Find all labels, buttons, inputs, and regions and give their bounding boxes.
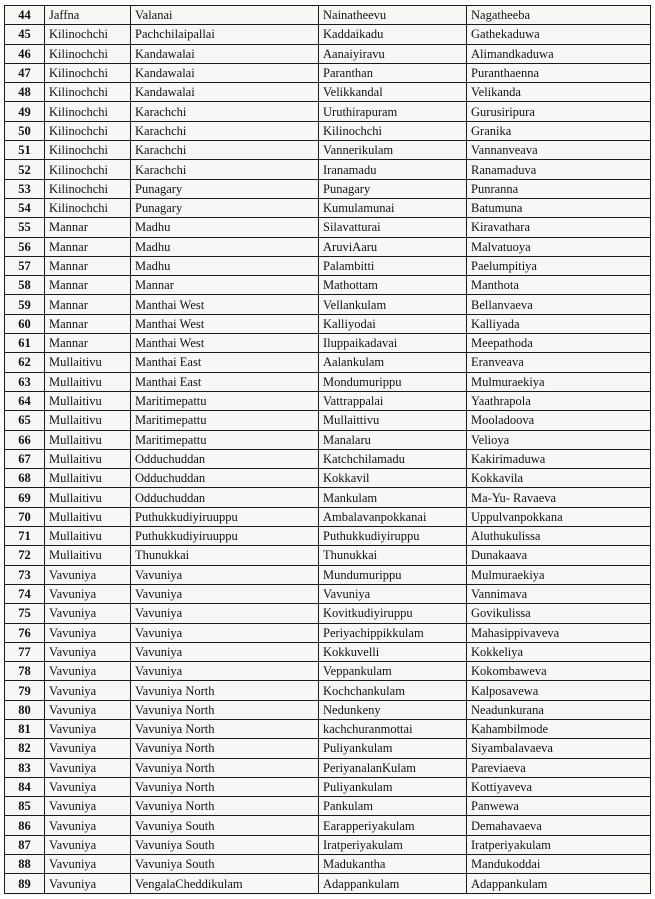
sinhala-name-cell: Govikulissa (467, 604, 651, 623)
tamil-name-cell: Earapperiyakulam (319, 816, 467, 835)
row-number: 58 (5, 276, 45, 295)
table-row (5, 6, 651, 25)
district-cell: Jaffna (45, 6, 131, 25)
district-cell: Vavuniya (45, 584, 131, 603)
row-number: 61 (5, 334, 45, 353)
sinhala-name-cell: Ranamaduva (467, 160, 651, 179)
row-number: 50 (5, 121, 45, 140)
district-cell: Vavuniya (45, 797, 131, 816)
district-cell: Mannar (45, 218, 131, 237)
district-cell: Mannar (45, 237, 131, 256)
division-cell: Manthai East (131, 353, 319, 372)
tamil-name-cell: Nainatheevu (319, 6, 467, 25)
table-row (5, 835, 651, 854)
row-number: 85 (5, 797, 45, 816)
district-cell: Mannar (45, 276, 131, 295)
division-cell: Manthai East (131, 372, 319, 391)
tamil-name-cell: Iratperiyakulam (319, 835, 467, 854)
district-cell: Kilinochchi (45, 160, 131, 179)
division-cell: Vavuniya North (131, 797, 319, 816)
tamil-name-cell: Silavatturai (319, 218, 467, 237)
sinhala-name-cell: Velioya (467, 430, 651, 449)
document-page (4, 5, 650, 895)
table-row (5, 391, 651, 410)
division-cell: Punagary (131, 179, 319, 198)
sinhala-name-cell: Paelumpitiya (467, 256, 651, 275)
row-number: 72 (5, 546, 45, 565)
table-row (5, 681, 651, 700)
sinhala-name-cell: Uppulvanpokkana (467, 507, 651, 526)
sinhala-name-cell: Kahambilmode (467, 719, 651, 738)
district-cell: Vavuniya (45, 604, 131, 623)
table-row (5, 874, 651, 893)
table-row (5, 604, 651, 623)
sinhala-name-cell: Mooladoova (467, 411, 651, 430)
district-cell: Vavuniya (45, 816, 131, 835)
tamil-name-cell: Periyachippikkulam (319, 623, 467, 642)
tamil-name-cell: Mundumurippu (319, 565, 467, 584)
division-cell: Vavuniya (131, 604, 319, 623)
tamil-name-cell: Velikkandal (319, 83, 467, 102)
table-row (5, 584, 651, 603)
tamil-name-cell: Uruthirapuram (319, 102, 467, 121)
sinhala-name-cell: Punranna (467, 179, 651, 198)
row-number: 83 (5, 758, 45, 777)
sinhala-name-cell: Vannimava (467, 584, 651, 603)
sinhala-name-cell: Meepathoda (467, 334, 651, 353)
division-cell: Valanai (131, 6, 319, 25)
tamil-name-cell: Vellankulam (319, 295, 467, 314)
division-cell: Vavuniya (131, 662, 319, 681)
district-cell: Mullaitivu (45, 449, 131, 468)
sinhala-name-cell: Batumuna (467, 198, 651, 217)
sinhala-name-cell: Mahasippivaveva (467, 623, 651, 642)
division-cell: Vavuniya (131, 623, 319, 642)
table-row (5, 700, 651, 719)
district-cell: Mullaitivu (45, 353, 131, 372)
row-number: 86 (5, 816, 45, 835)
table-row (5, 739, 651, 758)
district-cell: Kilinochchi (45, 141, 131, 160)
table-row (5, 83, 651, 102)
table-row (5, 507, 651, 526)
village-name-table (4, 5, 651, 894)
division-cell: Manthai West (131, 334, 319, 353)
row-number: 63 (5, 372, 45, 391)
table-row (5, 449, 651, 468)
division-cell: VengalaCheddikulam (131, 874, 319, 893)
sinhala-name-cell: Demahavaeva (467, 816, 651, 835)
district-cell: Vavuniya (45, 758, 131, 777)
row-number: 69 (5, 488, 45, 507)
tamil-name-cell: Manalaru (319, 430, 467, 449)
division-cell: Puthukkudiyiruuppu (131, 527, 319, 546)
table-row (5, 44, 651, 63)
row-number: 66 (5, 430, 45, 449)
division-cell: Kandawalai (131, 83, 319, 102)
row-number: 76 (5, 623, 45, 642)
district-cell: Kilinochchi (45, 63, 131, 82)
tamil-name-cell: PeriyanalanKulam (319, 758, 467, 777)
row-number: 52 (5, 160, 45, 179)
division-cell: Odduchuddan (131, 449, 319, 468)
district-cell: Mullaitivu (45, 469, 131, 488)
row-number: 78 (5, 662, 45, 681)
table-row (5, 121, 651, 140)
tamil-name-cell: Aanaiyiravu (319, 44, 467, 63)
table-row (5, 719, 651, 738)
district-cell: Mannar (45, 334, 131, 353)
sinhala-name-cell: Vannanveava (467, 141, 651, 160)
division-cell: Karachchi (131, 121, 319, 140)
row-number: 84 (5, 777, 45, 796)
division-cell: Punagary (131, 198, 319, 217)
row-number: 81 (5, 719, 45, 738)
sinhala-name-cell: Kokombaweva (467, 662, 651, 681)
row-number: 67 (5, 449, 45, 468)
sinhala-name-cell: Alimandkaduwa (467, 44, 651, 63)
tamil-name-cell: Katchchilamadu (319, 449, 467, 468)
division-cell: Vavuniya North (131, 719, 319, 738)
division-cell: Puthukkudiyiruuppu (131, 507, 319, 526)
table-row (5, 777, 651, 796)
tamil-name-cell: Nedunkeny (319, 700, 467, 719)
row-number: 51 (5, 141, 45, 160)
division-cell: Thunukkai (131, 546, 319, 565)
table-row (5, 488, 651, 507)
table-row (5, 160, 651, 179)
tamil-name-cell: Kaddaikadu (319, 25, 467, 44)
sinhala-name-cell: Iratperiyakulam (467, 835, 651, 854)
sinhala-name-cell: Ma-Yu- Ravaeva (467, 488, 651, 507)
table-row (5, 63, 651, 82)
division-cell: Maritimepattu (131, 411, 319, 430)
tamil-name-cell: Iranamadu (319, 160, 467, 179)
division-cell: Vavuniya (131, 565, 319, 584)
row-number: 57 (5, 256, 45, 275)
row-number: 74 (5, 584, 45, 603)
row-number: 45 (5, 25, 45, 44)
sinhala-name-cell: Kakirimaduwa (467, 449, 651, 468)
division-cell: Vavuniya South (131, 835, 319, 854)
row-number: 87 (5, 835, 45, 854)
district-cell: Vavuniya (45, 700, 131, 719)
division-cell: Maritimepattu (131, 430, 319, 449)
sinhala-name-cell: Puranthaenna (467, 63, 651, 82)
row-number: 59 (5, 295, 45, 314)
row-number: 82 (5, 739, 45, 758)
tamil-name-cell: Mankulam (319, 488, 467, 507)
division-cell: Odduchuddan (131, 488, 319, 507)
division-cell: Pachchilaipallai (131, 25, 319, 44)
row-number: 44 (5, 6, 45, 25)
table-row (5, 855, 651, 874)
district-cell: Vavuniya (45, 681, 131, 700)
tamil-name-cell: Kokkuvelli (319, 642, 467, 661)
tamil-name-cell: Adappankulam (319, 874, 467, 893)
division-cell: Madhu (131, 218, 319, 237)
district-cell: Mullaitivu (45, 391, 131, 410)
district-cell: Mullaitivu (45, 411, 131, 430)
table-row (5, 218, 651, 237)
sinhala-name-cell: Kalliyada (467, 314, 651, 333)
tamil-name-cell: Mathottam (319, 276, 467, 295)
tamil-name-cell: Kokkavil (319, 469, 467, 488)
sinhala-name-cell: Kokkavila (467, 469, 651, 488)
district-cell: Vavuniya (45, 565, 131, 584)
sinhala-name-cell: Gathekaduwa (467, 25, 651, 44)
district-cell: Mullaitivu (45, 372, 131, 391)
sinhala-name-cell: Granika (467, 121, 651, 140)
division-cell: Vavuniya North (131, 700, 319, 719)
tamil-name-cell: Puthukkudiyiruppu (319, 527, 467, 546)
table-row (5, 372, 651, 391)
tamil-name-cell: Kochchankulam (319, 681, 467, 700)
sinhala-name-cell: Mulmuraekiya (467, 372, 651, 391)
sinhala-name-cell: Mandukoddai (467, 855, 651, 874)
sinhala-name-cell: Adappankulam (467, 874, 651, 893)
table-row (5, 295, 651, 314)
district-cell: Kilinochchi (45, 198, 131, 217)
table-row (5, 334, 651, 353)
sinhala-name-cell: Eranveava (467, 353, 651, 372)
division-cell: Kandawalai (131, 44, 319, 63)
tamil-name-cell: Puliyankulam (319, 739, 467, 758)
tamil-name-cell: Kumulamunai (319, 198, 467, 217)
tamil-name-cell: Mondumurippu (319, 372, 467, 391)
table-row (5, 198, 651, 217)
tamil-name-cell: Veppankulam (319, 662, 467, 681)
table-row (5, 527, 651, 546)
sinhala-name-cell: Nagatheeba (467, 6, 651, 25)
row-number: 55 (5, 218, 45, 237)
tamil-name-cell: Madukantha (319, 855, 467, 874)
table-row (5, 141, 651, 160)
tamil-name-cell: Iluppaikadavai (319, 334, 467, 353)
tamil-name-cell: Kalliyodai (319, 314, 467, 333)
division-cell: Karachchi (131, 102, 319, 121)
table-row (5, 469, 651, 488)
district-cell: Kilinochchi (45, 44, 131, 63)
division-cell: Manthai West (131, 314, 319, 333)
district-cell: Kilinochchi (45, 102, 131, 121)
row-number: 53 (5, 179, 45, 198)
sinhala-name-cell: Neadunkurana (467, 700, 651, 719)
row-number: 68 (5, 469, 45, 488)
tamil-name-cell: Pankulam (319, 797, 467, 816)
tamil-name-cell: AruviAaru (319, 237, 467, 256)
tamil-name-cell: Ambalavanpokkanai (319, 507, 467, 526)
tamil-name-cell: Palambitti (319, 256, 467, 275)
tamil-name-cell: Puliyankulam (319, 777, 467, 796)
table-row (5, 353, 651, 372)
district-cell: Kilinochchi (45, 25, 131, 44)
tamil-name-cell: Punagary (319, 179, 467, 198)
sinhala-name-cell: Pareviaeva (467, 758, 651, 777)
table-row (5, 642, 651, 661)
table-row (5, 102, 651, 121)
table-row (5, 816, 651, 835)
table-row (5, 430, 651, 449)
division-cell: Vavuniya (131, 642, 319, 661)
sinhala-name-cell: Yaathrapola (467, 391, 651, 410)
tamil-name-cell: Aalankulam (319, 353, 467, 372)
table-row (5, 565, 651, 584)
division-cell: Vavuniya South (131, 855, 319, 874)
district-cell: Vavuniya (45, 874, 131, 893)
sinhala-name-cell: Gurusiripura (467, 102, 651, 121)
row-number: 70 (5, 507, 45, 526)
division-cell: Maritimepattu (131, 391, 319, 410)
row-number: 79 (5, 681, 45, 700)
table-row (5, 237, 651, 256)
division-cell: Vavuniya North (131, 777, 319, 796)
table-row (5, 623, 651, 642)
row-number: 46 (5, 44, 45, 63)
row-number: 88 (5, 855, 45, 874)
district-cell: Mannar (45, 314, 131, 333)
table-row (5, 179, 651, 198)
sinhala-name-cell: Kalposavewa (467, 681, 651, 700)
sinhala-name-cell: Dunakaava (467, 546, 651, 565)
division-cell: Kandawalai (131, 63, 319, 82)
row-number: 71 (5, 527, 45, 546)
district-cell: Vavuniya (45, 855, 131, 874)
row-number: 47 (5, 63, 45, 82)
table-row (5, 276, 651, 295)
division-cell: Vavuniya (131, 584, 319, 603)
sinhala-name-cell: Aluthukulissa (467, 527, 651, 546)
table-row (5, 256, 651, 275)
district-cell: Vavuniya (45, 623, 131, 642)
table-row (5, 25, 651, 44)
sinhala-name-cell: Velikanda (467, 83, 651, 102)
sinhala-name-cell: Bellanvaeva (467, 295, 651, 314)
district-cell: Vavuniya (45, 642, 131, 661)
district-cell: Mannar (45, 256, 131, 275)
sinhala-name-cell: Siyambalavaeva (467, 739, 651, 758)
table-row (5, 797, 651, 816)
district-cell: Mullaitivu (45, 507, 131, 526)
division-cell: Karachchi (131, 160, 319, 179)
row-number: 80 (5, 700, 45, 719)
row-number: 62 (5, 353, 45, 372)
district-cell: Vavuniya (45, 662, 131, 681)
division-cell: Vavuniya North (131, 758, 319, 777)
division-cell: Odduchuddan (131, 469, 319, 488)
division-cell: Vavuniya South (131, 816, 319, 835)
division-cell: Vavuniya North (131, 739, 319, 758)
district-cell: Vavuniya (45, 777, 131, 796)
tamil-name-cell: Mullaittivu (319, 411, 467, 430)
sinhala-name-cell: Malvatuoya (467, 237, 651, 256)
table-row (5, 662, 651, 681)
table-row (5, 314, 651, 333)
row-number: 65 (5, 411, 45, 430)
tamil-name-cell: Vannerikulam (319, 141, 467, 160)
row-number: 60 (5, 314, 45, 333)
tamil-name-cell: Kilinochchi (319, 121, 467, 140)
district-cell: Kilinochchi (45, 179, 131, 198)
district-cell: Mullaitivu (45, 546, 131, 565)
row-number: 89 (5, 874, 45, 893)
row-number: 75 (5, 604, 45, 623)
sinhala-name-cell: Kokkeliya (467, 642, 651, 661)
tamil-name-cell: Vattrappalai (319, 391, 467, 410)
row-number: 54 (5, 198, 45, 217)
district-cell: Kilinochchi (45, 83, 131, 102)
sinhala-name-cell: Manthota (467, 276, 651, 295)
sinhala-name-cell: Mulmuraekiya (467, 565, 651, 584)
division-cell: Mannar (131, 276, 319, 295)
row-number: 64 (5, 391, 45, 410)
table-row (5, 546, 651, 565)
district-cell: Vavuniya (45, 739, 131, 758)
sinhala-name-cell: Kottiyaveva (467, 777, 651, 796)
table-body (5, 6, 651, 894)
tamil-name-cell: Vavuniya (319, 584, 467, 603)
table-row (5, 758, 651, 777)
district-cell: Vavuniya (45, 719, 131, 738)
row-number: 73 (5, 565, 45, 584)
division-cell: Madhu (131, 237, 319, 256)
table-row (5, 411, 651, 430)
district-cell: Mullaitivu (45, 430, 131, 449)
row-number: 48 (5, 83, 45, 102)
district-cell: Mannar (45, 295, 131, 314)
tamil-name-cell: kachchuranmottai (319, 719, 467, 738)
division-cell: Madhu (131, 256, 319, 275)
district-cell: Vavuniya (45, 835, 131, 854)
district-cell: Mullaitivu (45, 527, 131, 546)
division-cell: Karachchi (131, 141, 319, 160)
division-cell: Vavuniya North (131, 681, 319, 700)
district-cell: Mullaitivu (45, 488, 131, 507)
tamil-name-cell: Paranthan (319, 63, 467, 82)
tamil-name-cell: Kovitkudiyiruppu (319, 604, 467, 623)
tamil-name-cell: Thunukkai (319, 546, 467, 565)
sinhala-name-cell: Panwewa (467, 797, 651, 816)
division-cell: Manthai West (131, 295, 319, 314)
row-number: 77 (5, 642, 45, 661)
row-number: 56 (5, 237, 45, 256)
row-number: 49 (5, 102, 45, 121)
sinhala-name-cell: Kiravathara (467, 218, 651, 237)
district-cell: Kilinochchi (45, 121, 131, 140)
